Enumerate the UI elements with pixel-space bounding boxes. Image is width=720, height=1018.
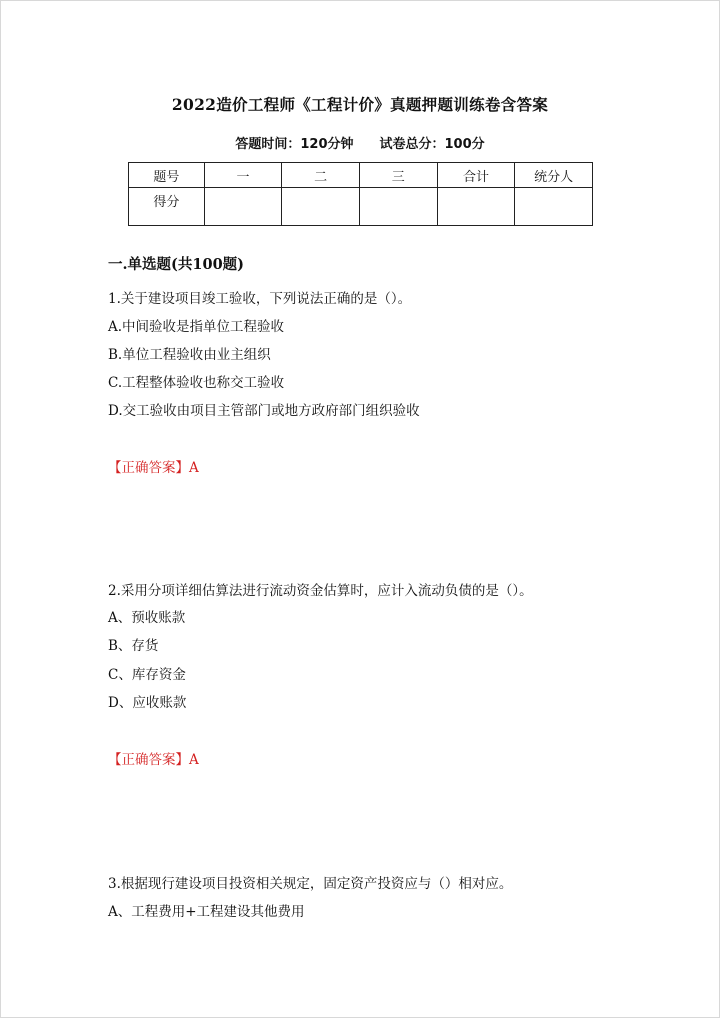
header-cell-part2: 二: [282, 163, 360, 188]
question-2-option-b: B、存货: [108, 638, 159, 654]
question-1-option-a: A.中间验收是指单位工程验收: [108, 319, 285, 335]
answer-value: A: [189, 460, 199, 476]
header-cell-number: 题号: [129, 163, 205, 188]
score-cell-part2[interactable]: [282, 188, 360, 226]
score-cell-total[interactable]: [437, 188, 515, 226]
question-2-option-c: C、库存资金: [108, 667, 186, 683]
exam-time: 答题时间：120分钟: [235, 137, 354, 152]
header-cell-scorer: 统分人: [515, 163, 593, 188]
answer-label: 【正确答案】: [108, 752, 189, 768]
header-cell-part3: 三: [359, 163, 437, 188]
score-table-score-row: [129, 188, 593, 226]
question-2-option-d: D、应收账款: [108, 695, 187, 711]
score-row-label: 得分: [129, 188, 205, 226]
header-cell-total: 合计: [437, 163, 515, 188]
score-table: [128, 162, 593, 226]
question-2-option-a: A、预收账款: [108, 610, 186, 626]
score-cell-scorer[interactable]: [515, 188, 593, 226]
question-3-option-a: A、工程费用+工程建设其他费用: [108, 904, 305, 920]
section-title: 一.单选题(共100题): [108, 256, 245, 273]
header-cell-part1: 一: [204, 163, 282, 188]
question-1-option-c: C.工程整体验收也称交工验收: [108, 375, 285, 391]
doc-title: 2022造价工程师《工程计价》真题押题训练卷含答案: [171, 95, 549, 114]
question-1-option-d: D.交工验收由项目主管部门或地方政府部门组织验收: [108, 403, 420, 419]
question-2-answer: [108, 748, 199, 768]
question-3-stem: 3.根据现行建设项目投资相关规定，固定资产投资应与（）相对应。: [108, 876, 513, 892]
question-1-option-b: B.单位工程验收由业主组织: [108, 347, 271, 363]
score-table-header-row: [129, 163, 593, 188]
exam-total-score: 试卷总分：100分: [379, 137, 485, 152]
exam-meta: [0, 133, 720, 152]
question-2-stem: 2.采用分项详细估算法进行流动资金估算时，应计入流动负债的是（）。: [108, 583, 533, 599]
answer-value: A: [189, 752, 199, 768]
question-1-answer: [108, 456, 199, 476]
score-cell-part1[interactable]: [204, 188, 282, 226]
question-1-stem: 1.关于建设项目竣工验收，下列说法正确的是（）。: [108, 291, 412, 307]
score-cell-part3[interactable]: [359, 188, 437, 226]
answer-label: 【正确答案】: [108, 460, 189, 476]
